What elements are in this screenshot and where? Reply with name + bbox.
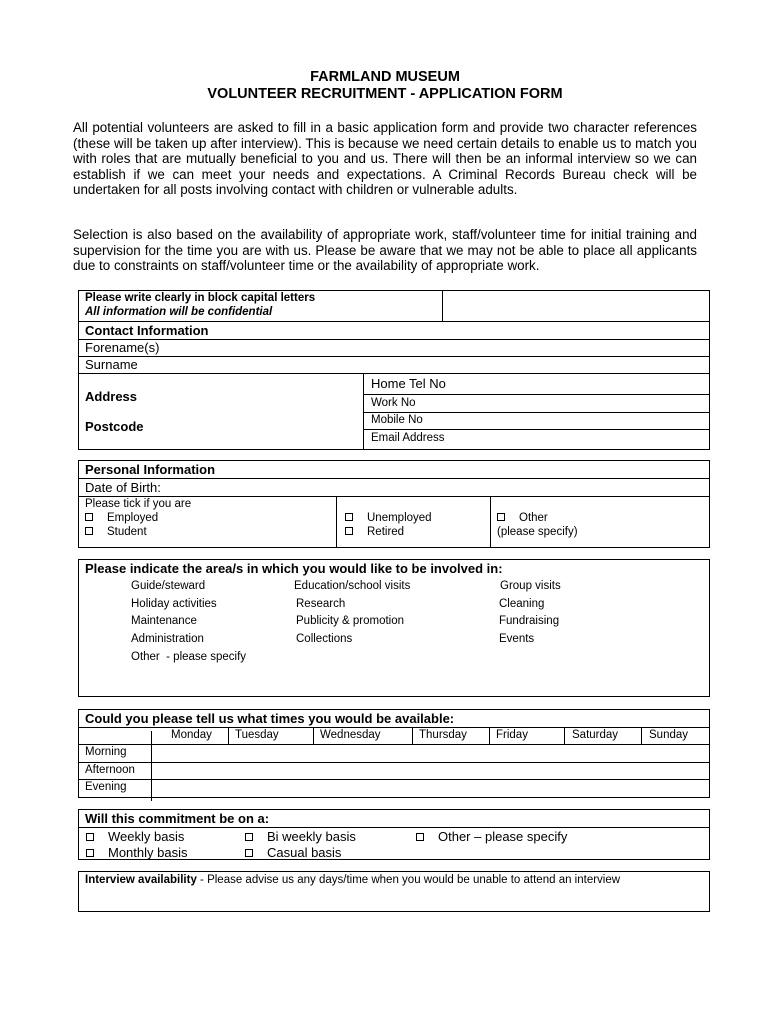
home-tel-field[interactable]: [364, 374, 709, 394]
weekly-checkbox[interactable]: [86, 833, 94, 841]
areas-section-title: Please indicate the area/s in which you would like to be involved in:: [85, 561, 503, 576]
surname-label: Surname: [85, 357, 138, 372]
area-cleaning[interactable]: Cleaning: [499, 598, 545, 610]
forename-field[interactable]: [79, 340, 709, 356]
intro-paragraph-2: Selection is also based on the availability of appropriate work, staff/volunteer time for initial training and supervision for the time you are with us. Please be aware that we may not be able to place all applicants due to constraints on staff/volunteer time or the availability of appropriate work.: [73, 227, 697, 274]
other-status-option[interactable]: [497, 512, 548, 525]
day-header-sunday: Sunday: [649, 729, 689, 741]
other-commitment-option[interactable]: [416, 829, 567, 844]
day-header-friday: Friday: [496, 729, 528, 741]
tick-prompt: Please tick if you are: [85, 498, 192, 510]
area-research[interactable]: Research: [296, 598, 346, 610]
contact-section-title: Contact Information: [85, 323, 209, 338]
dob-label: Date of Birth:: [85, 480, 161, 495]
divider: [313, 727, 314, 744]
divider: [489, 727, 490, 744]
mobile-no-field[interactable]: [364, 413, 709, 429]
postcode-label: Postcode: [85, 419, 144, 434]
student-checkbox[interactable]: [85, 527, 93, 535]
unemployed-checkbox[interactable]: [345, 513, 353, 521]
retired-checkbox[interactable]: [345, 527, 353, 535]
divider: [228, 727, 229, 744]
personal-section-title: Personal Information: [85, 462, 216, 477]
office-use-field[interactable]: [444, 292, 708, 320]
divider: [564, 727, 565, 744]
divider: [412, 727, 413, 744]
weekly-option[interactable]: [86, 829, 184, 844]
day-header-wednesday: Wednesday: [320, 729, 381, 741]
retired-label: Retired: [367, 526, 405, 538]
other-status-note: (please specify): [497, 526, 578, 538]
area-guide-steward[interactable]: Guide/steward: [131, 580, 206, 592]
divider: [641, 727, 642, 744]
employed-option[interactable]: [85, 512, 158, 525]
work-no-field[interactable]: [364, 395, 709, 412]
time-label-afternoon: Afternoon: [85, 764, 135, 776]
home-tel-label: Home Tel No: [371, 376, 446, 391]
availability-section-title: Could you please tell us what times you would be available:: [85, 711, 455, 726]
email-label: Email Address: [371, 432, 445, 444]
student-label: Student: [107, 526, 147, 538]
time-label-evening: Evening: [85, 781, 127, 793]
other-commitment-checkbox[interactable]: [416, 833, 424, 841]
evening-availability-field[interactable]: [153, 780, 709, 797]
form-title: VOLUNTEER RECRUITMENT - APPLICATION FORM: [207, 86, 563, 102]
org-title: FARMLAND MUSEUM: [310, 69, 460, 85]
divider: [78, 321, 710, 322]
interview-label-rest: - Please advise us any days/time when you would be unable to attend an interview: [196, 874, 621, 886]
block-capitals-instruction: Please write clearly in block capital letters: [85, 292, 316, 304]
student-option[interactable]: [85, 526, 147, 539]
divider: [78, 827, 710, 828]
day-header-monday: Monday: [171, 729, 212, 741]
day-header-thursday: Thursday: [419, 729, 467, 741]
casual-checkbox[interactable]: [245, 849, 253, 857]
divider: [78, 496, 710, 497]
monthly-checkbox[interactable]: [86, 849, 94, 857]
area-maintenance[interactable]: Maintenance: [131, 615, 197, 627]
other-status-checkbox[interactable]: [497, 513, 505, 521]
area-education-school-visits[interactable]: Education/school visits: [294, 580, 411, 592]
morning-availability-field[interactable]: [153, 745, 709, 761]
address-label: Address: [85, 389, 138, 404]
employed-checkbox[interactable]: [85, 513, 93, 521]
intro-paragraph-1: All potential volunteers are asked to fill in a basic application form and provide two character references (these will be taken up after interview). This is because we need certain details to enable us to match you with roles that are mutually beneficial to you and us. There will then be an informal interview so we can establish if we can meet your needs and expectations. A Criminal Records Bureau check will be undertaken for all posts involving contact with children or vulnerable adults.: [73, 120, 697, 198]
biweekly-label: Bi weekly basis: [267, 829, 356, 844]
divider: [78, 727, 710, 728]
area-collections[interactable]: Collections: [296, 633, 353, 645]
email-field[interactable]: [364, 430, 709, 449]
monthly-option[interactable]: [86, 845, 187, 860]
time-label-morning: Morning: [85, 746, 127, 758]
area-administration[interactable]: Administration: [131, 633, 204, 645]
other-status-label: Other: [519, 512, 548, 524]
confidential-note: All information will be confidential: [85, 306, 273, 318]
area-holiday-activities[interactable]: Holiday activities: [131, 598, 217, 610]
commitment-section-title: Will this commitment be on a:: [85, 811, 270, 826]
afternoon-availability-field[interactable]: [153, 763, 709, 779]
mobile-no-label: Mobile No: [371, 414, 423, 426]
area-other[interactable]: Other - please specify: [131, 651, 247, 663]
other-commitment-label: Other – please specify: [438, 829, 568, 844]
area-events[interactable]: Events: [499, 633, 535, 645]
employed-label: Employed: [107, 512, 159, 524]
interview-availability-label: [85, 874, 620, 887]
surname-field[interactable]: [79, 357, 709, 373]
forename-label: Forename(s): [85, 340, 160, 355]
area-group-visits[interactable]: Group visits: [500, 580, 561, 592]
day-header-saturday: Saturday: [572, 729, 619, 741]
weekly-label: Weekly basis: [108, 829, 185, 844]
address-field[interactable]: [79, 374, 362, 449]
biweekly-checkbox[interactable]: [245, 833, 253, 841]
area-fundraising[interactable]: Fundraising: [499, 615, 560, 627]
area-publicity-promotion[interactable]: Publicity & promotion: [296, 615, 405, 627]
unemployed-label: Unemployed: [367, 512, 432, 524]
casual-label: Casual basis: [267, 845, 342, 860]
casual-option[interactable]: [245, 845, 341, 860]
day-header-tuesday: Tuesday: [235, 729, 279, 741]
biweekly-option[interactable]: [245, 829, 356, 844]
time-label-divider: [151, 731, 152, 801]
interview-label-bold: Interview availability: [85, 874, 197, 886]
monthly-label: Monthly basis: [108, 845, 188, 860]
instruction-divider: [442, 290, 443, 322]
unemployed-option[interactable]: [345, 512, 432, 525]
date-of-birth-field[interactable]: [79, 479, 709, 496]
divider: [490, 496, 491, 548]
divider: [336, 496, 337, 548]
retired-option[interactable]: [345, 526, 404, 539]
work-no-label: Work No: [371, 397, 416, 409]
